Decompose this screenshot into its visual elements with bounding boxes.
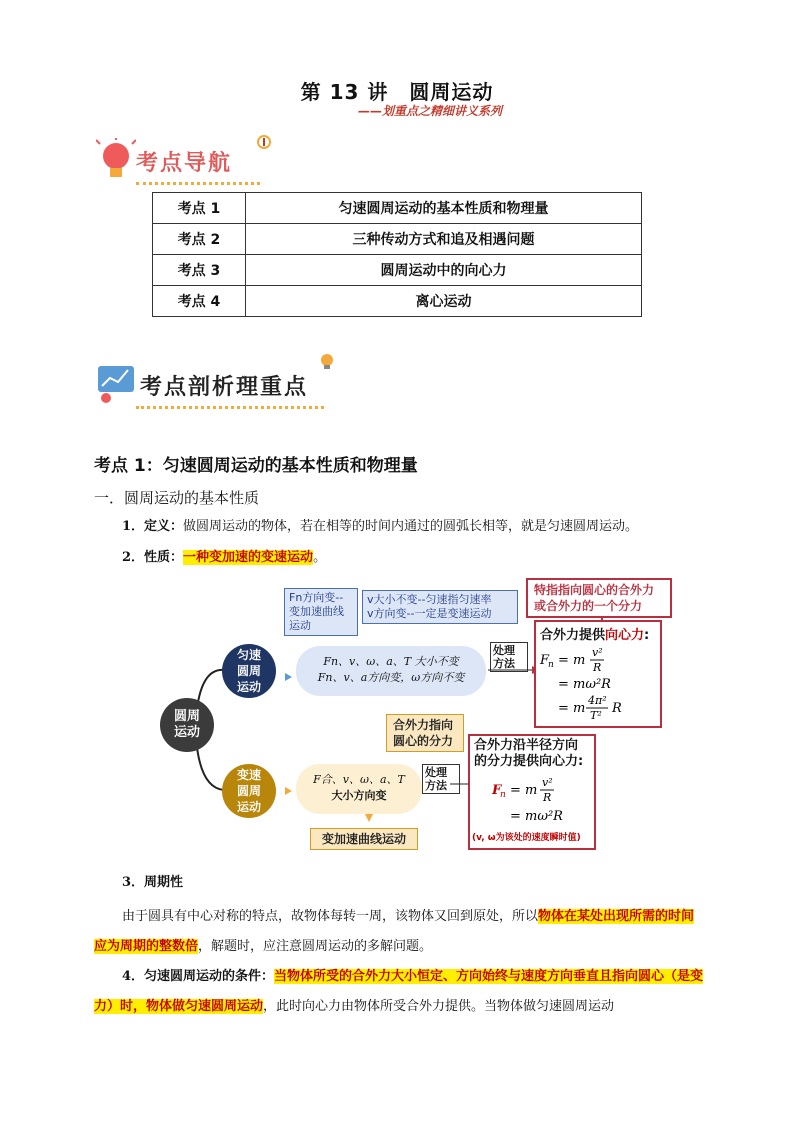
period-text-b: ，解题时，应注意圆周运动的多解问题。 bbox=[198, 939, 433, 954]
definition-paragraph bbox=[122, 517, 712, 537]
uniform-formula bbox=[538, 642, 658, 722]
toc-label: 匀速圆周运动的基本性质和物理量 bbox=[246, 193, 642, 224]
uniform-line-1: Fn、v、ω、a、T 大小不变 bbox=[323, 655, 459, 668]
svg-text:4π²: 4π² bbox=[588, 694, 607, 707]
toc-label: 离心运动 bbox=[246, 286, 642, 317]
centripetal-note: 特指指向圆心的合外力或合外力的一个分力 bbox=[526, 578, 672, 618]
svg-text:v²: v² bbox=[542, 776, 553, 789]
toc-key: 考点 3 bbox=[153, 255, 246, 286]
compass-icon bbox=[256, 134, 272, 150]
variable-line-1: F合、v、ω、a、T bbox=[313, 773, 405, 786]
toc-label: 圆周运动中的向心力 bbox=[246, 255, 642, 286]
svg-text:R: R bbox=[543, 791, 552, 804]
svg-text:F: F bbox=[492, 783, 502, 798]
toc-key: 考点 1 bbox=[153, 193, 246, 224]
property-highlight: 一种变加速的变速运动 bbox=[183, 550, 314, 565]
variable-formula-title: 合外力沿半径方向的分力提供向心力: bbox=[474, 738, 584, 769]
formula-title-colon: : bbox=[644, 628, 650, 643]
toc-table bbox=[152, 192, 642, 317]
formula-title-text: 合外力提供 bbox=[540, 628, 606, 643]
svg-text:v²: v² bbox=[592, 646, 603, 659]
period-text-a: 由于圆具有中心对称的特点，故物体每转一周，该物体又回到原处，所以 bbox=[122, 909, 539, 924]
svg-text:= mω²R: = mω²R bbox=[510, 809, 563, 824]
svg-text:= m: = m bbox=[510, 783, 538, 798]
svg-text:n: n bbox=[500, 790, 506, 800]
property-paragraph bbox=[122, 548, 712, 568]
uniform-label: 匀速圆周运动 bbox=[236, 648, 261, 694]
svg-text:F: F bbox=[540, 653, 550, 668]
toc-row bbox=[153, 286, 642, 317]
page-subtitle: ——划重点之精细讲义系列 bbox=[357, 104, 502, 118]
root-circle bbox=[160, 698, 214, 752]
toc-key: 考点 2 bbox=[153, 224, 246, 255]
svg-text:= m: = m bbox=[558, 701, 586, 716]
variable-formula-note: (v, ω为该处的速度瞬时值) bbox=[472, 833, 581, 843]
velocity-box bbox=[362, 590, 518, 624]
toc-key: 考点 4 bbox=[153, 286, 246, 317]
section-subheading: 一．圆周运动的基本性质 bbox=[94, 489, 260, 507]
svg-text:T²: T² bbox=[590, 709, 602, 722]
banner-underline bbox=[136, 176, 260, 185]
svg-text:R: R bbox=[593, 661, 602, 674]
property-label: 2．性质： bbox=[122, 550, 184, 565]
velocity-line-2: v方向变--一定是变速运动 bbox=[367, 607, 492, 620]
variable-formula-box bbox=[468, 734, 596, 850]
definition-text: 做圆周运动的物体，若在相等的时间内通过的圆弧长相等，就是匀速圆周运动。 bbox=[183, 519, 639, 534]
uniform-line-2: Fn、v、a方向变，ω方向不变 bbox=[317, 671, 465, 684]
root-label: 圆周运动 bbox=[173, 709, 200, 740]
period-paragraph bbox=[94, 902, 704, 962]
banner-underline bbox=[136, 400, 324, 409]
variable-circle bbox=[222, 764, 276, 818]
centripetal-component-note: 合外力指向圆心的分力 bbox=[386, 714, 464, 752]
page-title: 第 13 讲 圆周运动 bbox=[300, 80, 494, 104]
lightbulb-icon bbox=[318, 352, 336, 370]
condition-text: ，此时向心力由物体所受合外力提供。当物体做匀速圆周运动 bbox=[263, 999, 615, 1014]
condition-label: 4．匀速圆周运动的条件： bbox=[122, 969, 275, 984]
svg-text:= m: = m bbox=[558, 653, 586, 668]
section-heading: 考点 1：匀速圆周运动的基本性质和物理量 bbox=[94, 456, 418, 476]
property-end: 。 bbox=[313, 550, 327, 565]
method-label-variable: 处理方法 bbox=[422, 764, 460, 794]
toc-row bbox=[153, 224, 642, 255]
period-highlight: 物体在某处出现所需的时间应为周期的整数倍 bbox=[94, 909, 695, 954]
svg-text:n: n bbox=[548, 660, 554, 670]
uniform-formula-box bbox=[534, 620, 662, 728]
uniform-circle bbox=[222, 644, 276, 698]
variable-properties bbox=[296, 764, 422, 814]
lightbulb-icon bbox=[96, 138, 136, 184]
chart-icon bbox=[96, 360, 138, 404]
svg-text:= mω²R: = mω²R bbox=[558, 677, 611, 692]
variable-line-2: 大小方向变 bbox=[331, 789, 387, 802]
fn-direction-box: Fn方向变--变加速曲线运动 bbox=[284, 588, 358, 636]
period-label: 3．周期性 bbox=[122, 875, 184, 890]
variable-result: 变加速曲线运动 bbox=[310, 828, 418, 850]
variable-label: 变速圆周运动 bbox=[236, 768, 261, 814]
banner-analysis-label: 考点剖析理重点 bbox=[140, 375, 309, 400]
toc-label: 三种传动方式和追及相遇问题 bbox=[246, 224, 642, 255]
condition-paragraph bbox=[94, 962, 704, 1022]
svg-text:R: R bbox=[612, 701, 622, 716]
method-label-uniform: 处理方法 bbox=[490, 642, 528, 672]
variable-formula bbox=[472, 772, 592, 828]
definition-label: 1．定义： bbox=[122, 519, 184, 534]
banner-nav-label: 考点导航 bbox=[136, 151, 233, 176]
condition-highlight: 当物体所受的合外力大小恒定、方向始终与速度方向垂直且指向圆心（是变力）时，物体做匀速圆周运动 bbox=[94, 969, 704, 1014]
uniform-properties bbox=[296, 646, 486, 696]
formula-title-highlight: 向心力 bbox=[605, 628, 645, 643]
motion-diagram bbox=[160, 578, 680, 850]
velocity-line-1: v大小不变--匀速指匀速率 bbox=[367, 593, 492, 606]
toc-row bbox=[153, 193, 642, 224]
toc-row bbox=[153, 255, 642, 286]
